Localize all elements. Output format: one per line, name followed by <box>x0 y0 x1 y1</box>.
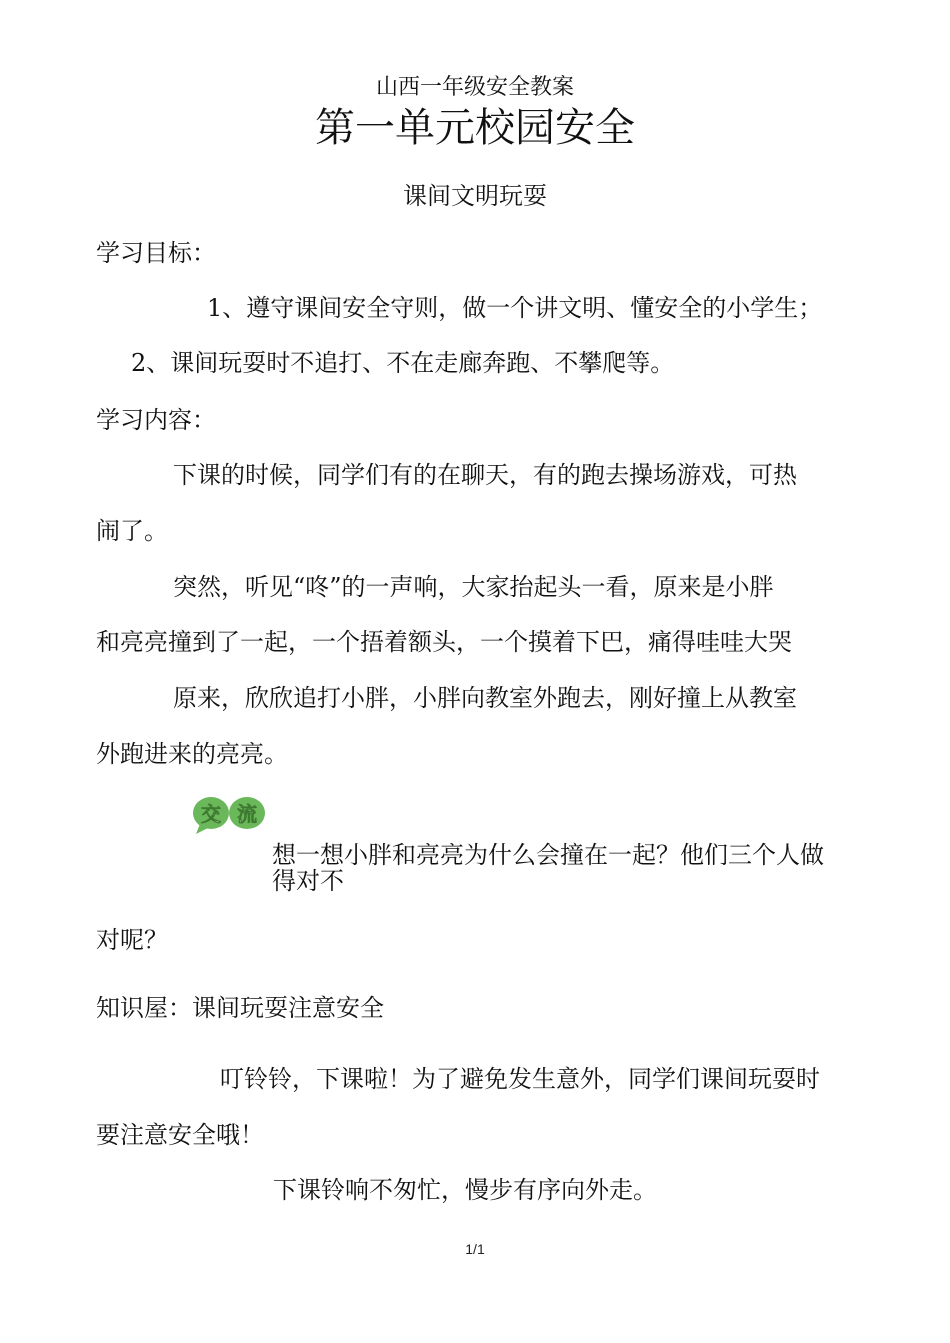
knowledge-paragraph-line: 要注意安全哦！ <box>96 1121 264 1149</box>
lesson-title: 课间文明玩耍 <box>403 182 547 210</box>
content-paragraph-line: 原来，欣欣追打小胖，小胖向教室外跑去，刚好撞上从教室 <box>173 684 797 712</box>
document-subtitle: 山西一年级安全教案 <box>375 75 574 100</box>
knowledge-rhyme-line: 下课铃响不匆忙，慢步有序向外走。 <box>273 1176 657 1204</box>
exchange-question-line: 想一想小胖和亮亮为什么会撞在一起？他们三个人做 <box>272 841 824 869</box>
content-paragraph-line: 下课的时候，同学们有的在聊天，有的跑去操场游戏，可热 <box>173 461 797 489</box>
exchange-badge-char: 交 <box>201 802 221 826</box>
knowledge-heading: 知识屋：课间玩耍注意安全 <box>96 994 384 1022</box>
page-number: 1/1 <box>465 1241 485 1257</box>
learning-goals-heading: 学习目标： <box>96 239 216 267</box>
exchange-question-line: 得对不 <box>272 867 344 895</box>
content-paragraph-line: 闹了。 <box>96 517 168 545</box>
content-paragraph-line: 外跑进来的亮亮。 <box>96 740 288 768</box>
learning-goal-item: 1、遵守课间安全守则，做一个讲文明、懂安全的小学生； <box>207 294 823 322</box>
exchange-badge-char: 流 <box>237 802 257 826</box>
content-paragraph-line: 和亮亮撞到了一起，一个捂着额头，一个摸着下巴，痛得哇哇大哭 <box>96 628 792 656</box>
learning-goal-item: 2、课间玩耍时不追打、不在走廊奔跑、不攀爬等。 <box>131 349 675 377</box>
exchange-question-line: 对呢？ <box>96 926 168 954</box>
learning-content-heading: 学习内容： <box>96 406 216 434</box>
document-title: 第一单元校园安全 <box>315 105 635 151</box>
content-paragraph-line: 突然，听见“咚”的一声响，大家抬起头一看，原来是小胖 <box>173 573 774 601</box>
exchange-speech-bubble-icon <box>192 794 268 834</box>
knowledge-paragraph-line: 叮铃铃，下课啦！为了避免发生意外，同学们课间玩耍时 <box>220 1065 820 1093</box>
